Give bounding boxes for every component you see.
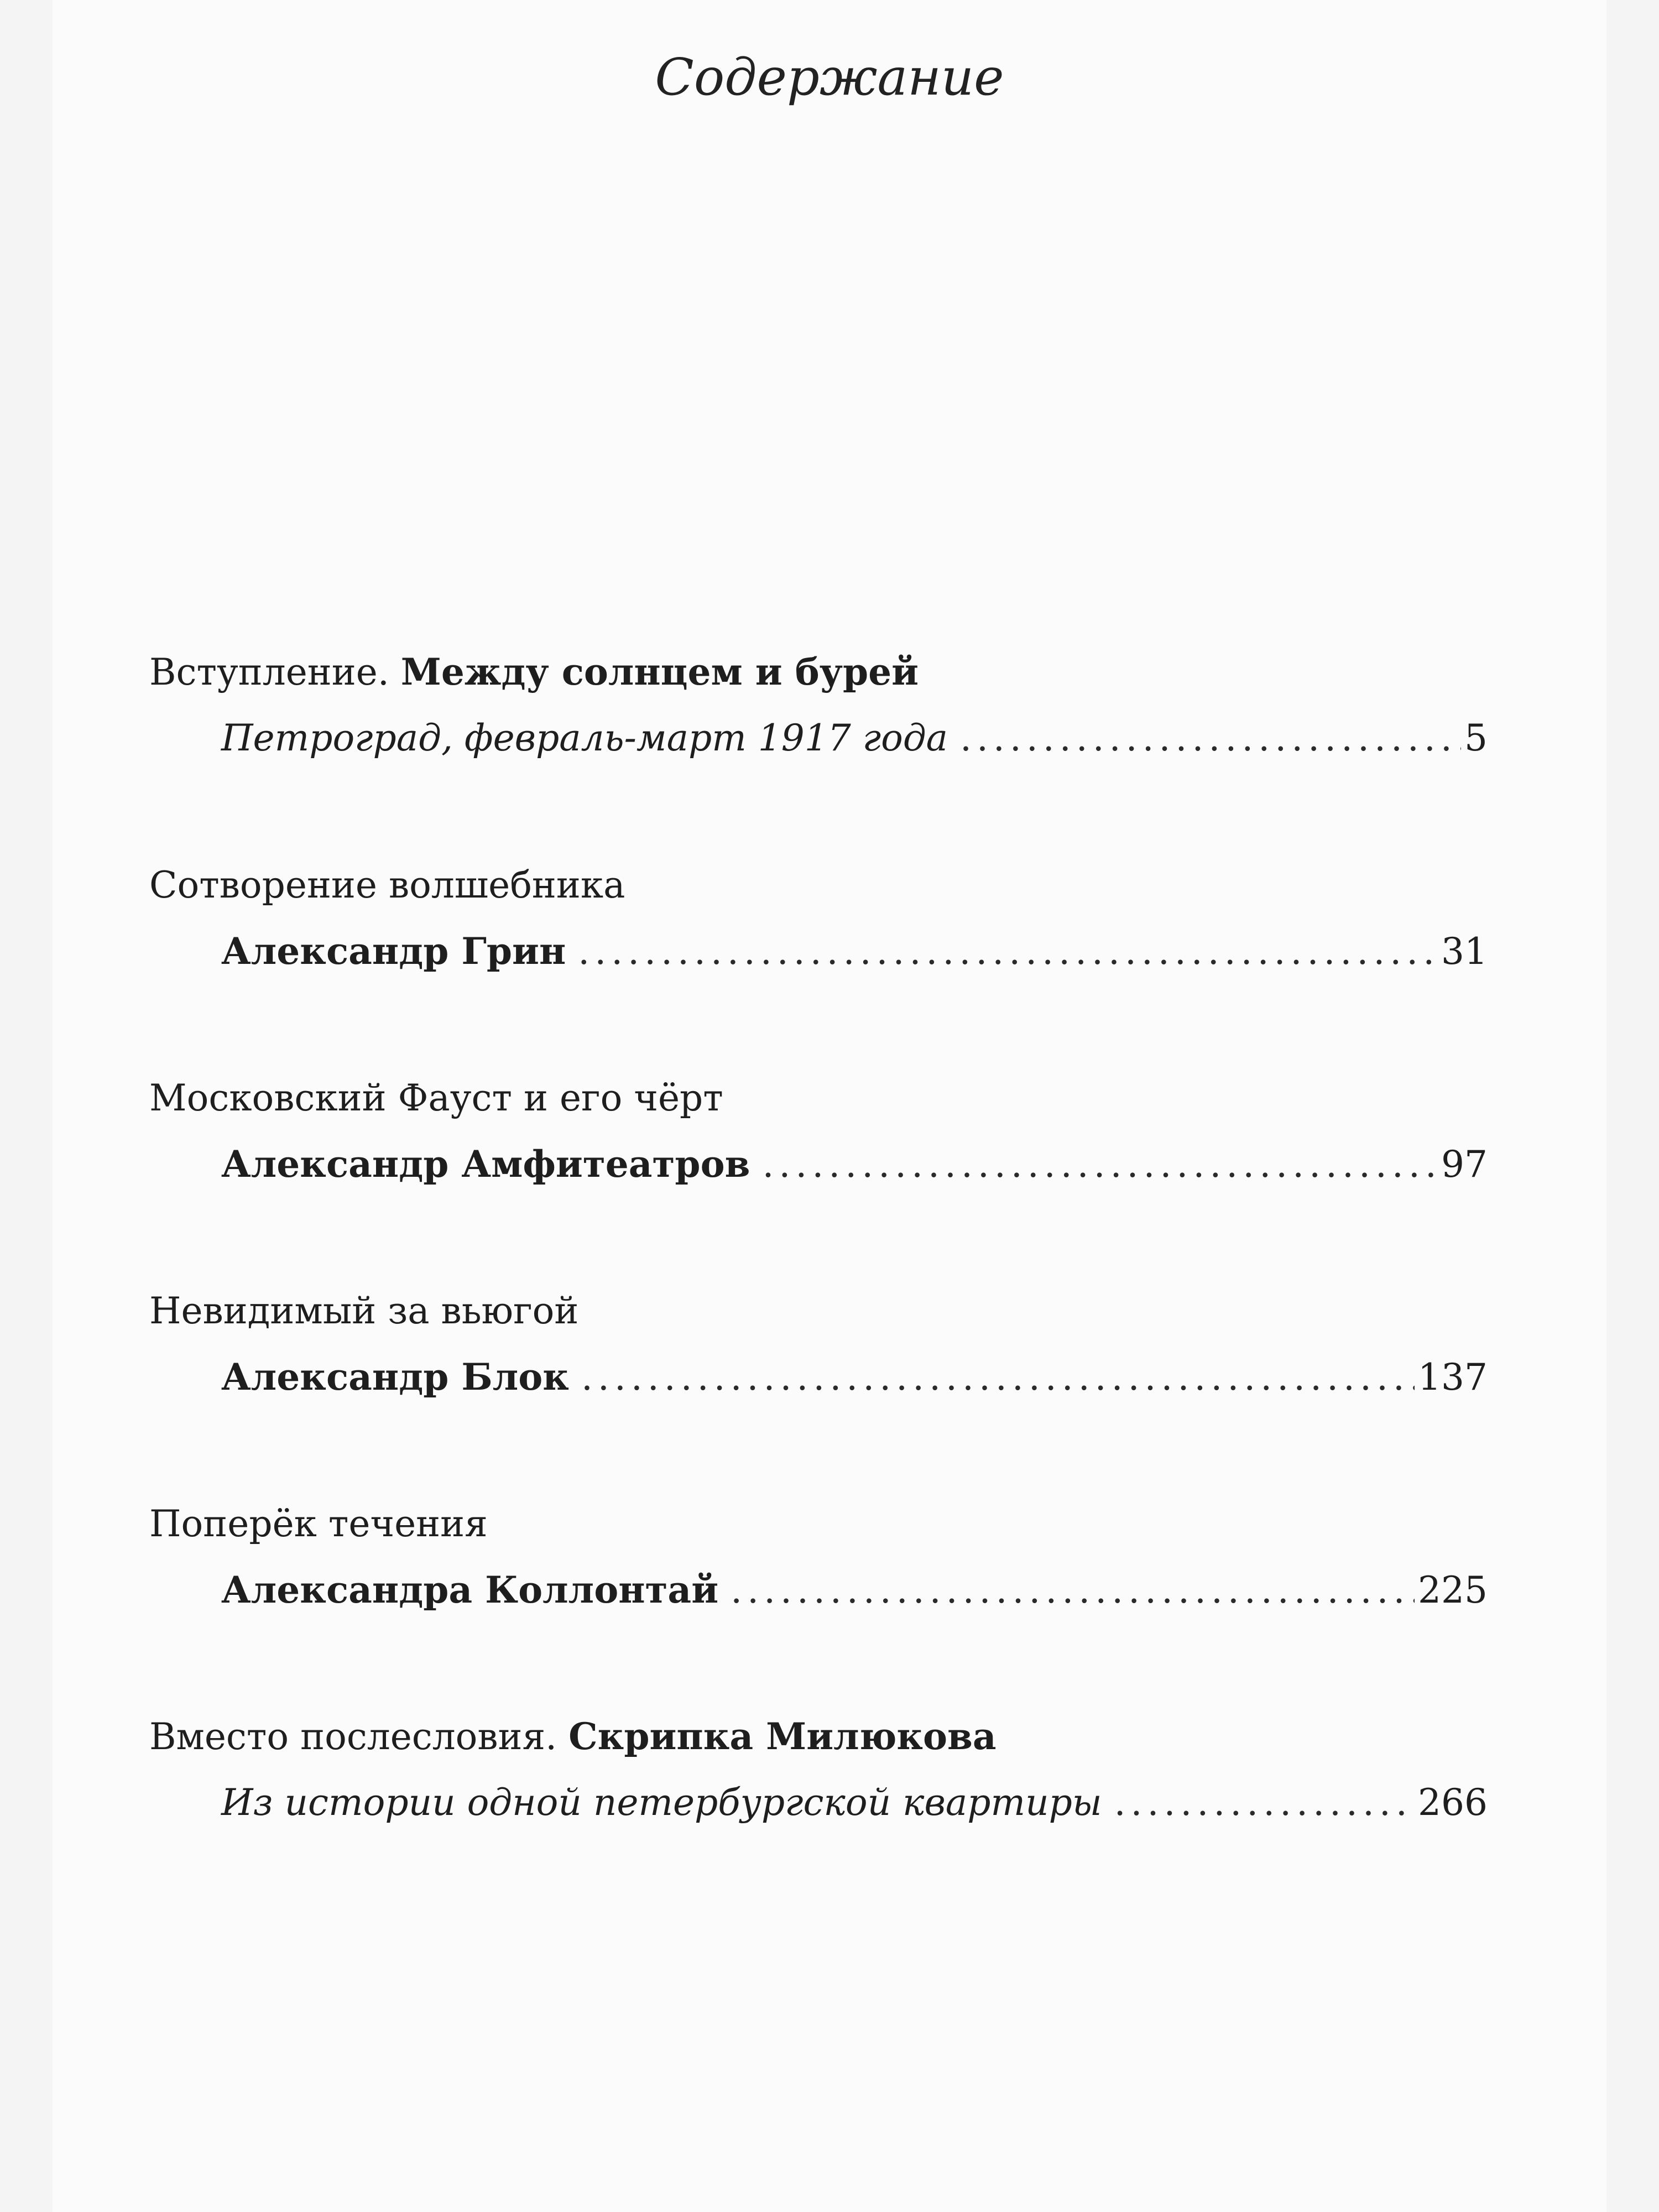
toc-entry-subline xyxy=(149,1557,1488,1623)
dot-leader xyxy=(581,1344,1415,1411)
toc-entry-subtitle: Александр Амфитеатров xyxy=(221,1142,750,1186)
toc-entry-prefix: Поперёк течения xyxy=(149,1503,488,1545)
toc-entry-prefix: Вместо послесловия. xyxy=(149,1715,569,1758)
page-number: 266 xyxy=(1418,1781,1488,1824)
toc-entry-subline xyxy=(149,1770,1488,1836)
toc-entry-subtitle: Петроград, февраль-март 1917 года xyxy=(221,717,948,759)
toc-entry-subline xyxy=(149,918,1488,984)
toc-entry-heading xyxy=(149,639,1488,705)
toc-entry-heading xyxy=(149,1065,1488,1131)
toc-entry-heading xyxy=(149,852,1488,918)
page-number: 137 xyxy=(1418,1356,1488,1399)
toc-entry[interactable] xyxy=(149,1277,1488,1490)
toc-entry[interactable] xyxy=(149,639,1488,852)
page-number: 5 xyxy=(1464,717,1488,759)
toc-entry[interactable] xyxy=(149,1490,1488,1703)
dot-leader xyxy=(731,1557,1415,1624)
toc-entry-heading xyxy=(149,1277,1488,1344)
toc-entry-subtitle: Александр Блок xyxy=(221,1355,569,1399)
dot-leader xyxy=(960,705,1461,771)
toc-entry-prefix: Сотворение волшебника xyxy=(149,864,625,906)
dot-leader xyxy=(1114,1770,1415,1836)
toc-entry[interactable] xyxy=(149,1703,1488,1916)
toc-entry-prefix: Московский Фауст и его чёрт xyxy=(149,1077,723,1119)
toc-entry-bold-title: Скрипка Милюкова xyxy=(568,1715,997,1758)
toc-entry-subtitle: Александр Грин xyxy=(221,930,566,973)
page-title: Содержание xyxy=(655,48,1004,107)
page-number: 31 xyxy=(1441,930,1488,973)
toc-entry-bold-title: Между солнцем и бурей xyxy=(400,650,919,693)
toc-entry-subtitle: Александра Коллонтай xyxy=(221,1568,719,1611)
toc-entry-heading xyxy=(149,1490,1488,1557)
toc-entry-subline xyxy=(149,705,1488,771)
toc-entry[interactable] xyxy=(149,852,1488,1065)
table-of-contents xyxy=(149,639,1488,1916)
toc-entry-subline xyxy=(149,1131,1488,1197)
show-through-text xyxy=(0,2057,1659,2100)
toc-entry-subline xyxy=(149,1344,1488,1410)
toc-entry-prefix: Невидимый за вьюгой xyxy=(149,1290,579,1332)
toc-entry-subtitle: Из истории одной петербургской квартиры xyxy=(221,1781,1102,1824)
page-number: 225 xyxy=(1418,1569,1488,1611)
page-number: 97 xyxy=(1441,1143,1488,1186)
toc-entry-prefix: Вступление. xyxy=(149,651,401,693)
dot-leader xyxy=(578,919,1438,985)
dot-leader xyxy=(762,1131,1438,1198)
toc-entry-heading xyxy=(149,1703,1488,1770)
toc-entry[interactable] xyxy=(149,1065,1488,1277)
